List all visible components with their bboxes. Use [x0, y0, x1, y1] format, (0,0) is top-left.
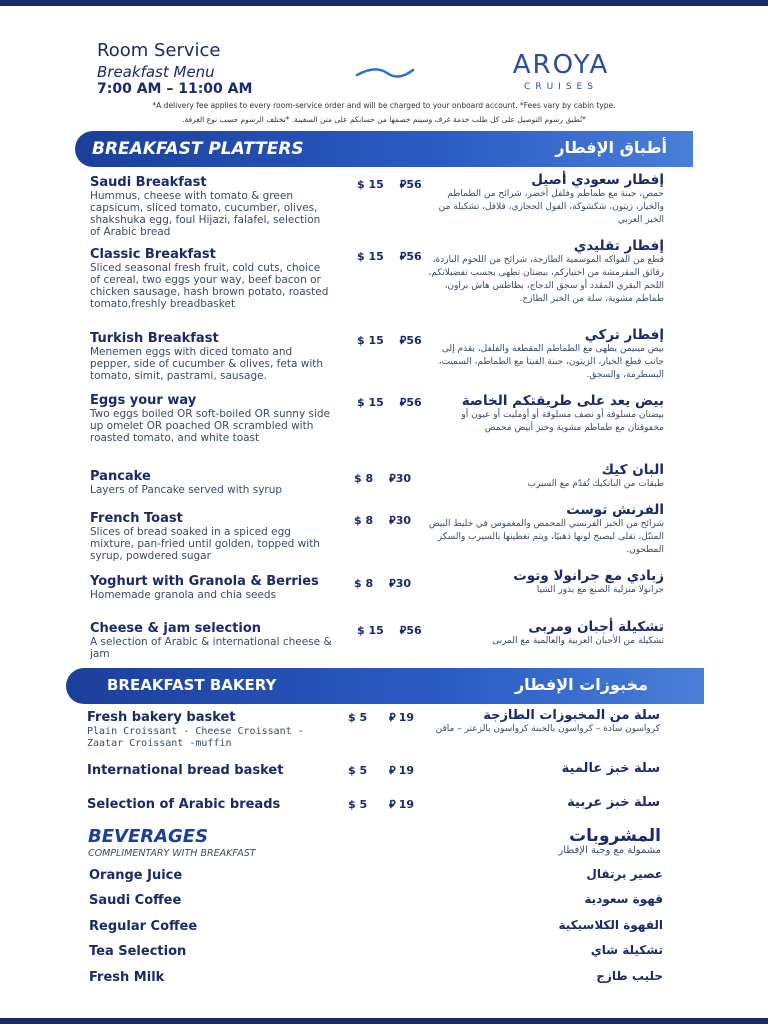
section-banner-bakery: [66, 668, 704, 704]
section-title: BREAKFAST BAKERY: [107, 676, 277, 694]
price-sar: 30: [395, 514, 411, 527]
menu-item-ar: [424, 462, 664, 491]
price-usd: $ 15: [357, 624, 384, 637]
riyal-icon: ⃁: [389, 514, 396, 527]
item-price: [357, 396, 422, 410]
item-name-ar: إفطار تقليدي: [573, 238, 664, 254]
menu-item-ar: [424, 238, 664, 306]
beverage-item: Regular Coffee: [89, 919, 198, 934]
price-sar: 56: [406, 250, 422, 263]
item-price: [354, 514, 411, 528]
menu-item-ar: [424, 502, 664, 557]
menu-item: [90, 511, 332, 562]
item-name-ar: إفطار سعودي أصيل: [531, 172, 664, 188]
item-description: Menemen eggs with diced tomato and pepper, side of cucumber & olives, feta with tomato, simit, pastrami, sausage.: [90, 346, 324, 382]
beverage-item: Fresh Milk: [89, 970, 165, 985]
riyal-icon: ⃁: [399, 334, 407, 347]
menu-item-ar: [424, 619, 664, 648]
menu-item-ar: [420, 761, 660, 776]
top-border: [0, 0, 768, 6]
section-banner-platters: [75, 131, 693, 167]
item-price: [357, 334, 422, 348]
menu-item-ar: [424, 393, 664, 435]
item-name: Cheese & jam selection: [90, 621, 262, 636]
item-name-ar: سلة خبز عربية: [567, 795, 660, 810]
item-name: Fresh bakery basket: [87, 710, 236, 725]
item-name-ar: البان كيك: [601, 462, 664, 478]
item-name: French Toast: [90, 511, 183, 526]
item-description: Homemade granola and chia seeds: [90, 589, 277, 601]
item-description: Slices of bread soaked in a spiced egg mixture, pan-fried until golden, topped with syrup, powdered sugar: [90, 526, 320, 562]
menu-item-ar: [424, 327, 664, 382]
beverage-item-ar: القهوة الكلاسيكية: [558, 918, 663, 932]
item-description: Layers of Pancake served with syrup: [90, 484, 283, 496]
riyal-icon: ⃁: [399, 250, 407, 263]
item-name: Classic Breakfast: [90, 247, 216, 262]
beverage-item: Tea Selection: [89, 944, 187, 959]
item-description: Sliced seasonal fresh fruit, cold cuts, choice of cereal, two eggs your way, beef bacon or chicken sausage, hash brown potato, roasted tomato,freshly breadbasket: [90, 262, 329, 310]
item-name: Yoghurt with Granola & Berries: [90, 574, 319, 589]
menu-item-ar: [420, 708, 660, 735]
riyal-icon: ⃁: [389, 764, 396, 777]
price-usd: $ 8: [354, 514, 374, 527]
item-description-ar: جرانولا منزلية الصنع مع بذور الشيا: [536, 585, 664, 595]
menu-item: [90, 331, 332, 382]
item-price: [357, 624, 422, 638]
item-name: Saudi Breakfast: [90, 175, 207, 190]
item-name-ar: الفرنش توست: [566, 502, 664, 518]
menu-item: [90, 393, 332, 444]
price-sar: 19: [398, 798, 414, 811]
item-price: [357, 178, 422, 192]
item-name: Selection of Arabic breads: [87, 797, 281, 812]
menu-item-ar: [424, 172, 664, 227]
page-title: Room Service: [97, 40, 221, 61]
item-name: Turkish Breakfast: [90, 331, 219, 346]
service-hours: 7:00 AM – 11:00 AM: [97, 81, 253, 97]
item-description-ar: كرواسون سادة – كرواسون بالجبنة كرواسون بالزعتر – مافن: [435, 724, 660, 734]
price-usd: $ 5: [348, 764, 368, 777]
item-name-ar: إفطار تركي: [584, 327, 664, 343]
price-usd: $ 15: [357, 178, 384, 191]
item-name: Pancake: [90, 469, 151, 484]
item-price: [354, 472, 411, 486]
menu-subtitle: Breakfast Menu: [97, 63, 215, 81]
item-name-ar: سلة من المخبوزات الطازجة: [483, 708, 660, 723]
price-sar: 30: [395, 472, 411, 485]
price-sar: 19: [398, 764, 414, 777]
item-name-ar: تشكيلة أجبان ومربى: [528, 619, 664, 635]
beverage-item-ar: حليب طازج: [596, 969, 663, 983]
item-description-ar: بيضتان مسلوقة أو نصف مسلوقة أو أومليت أو عيون أو مخفوقتان مع طماطم مشوية وخبز أبيض محمص: [461, 410, 664, 433]
riyal-icon: ⃁: [389, 711, 396, 724]
item-description-ar: حمص، جبنة مع طماطم وفلفل أخضر، شرائح من الطماطم والخيار، زيتون، شكشوكة، الفول الحجازي، فلافل، تشكيلة من الخبز العربي: [438, 189, 664, 225]
beverages-subtitle-ar: مشمولة مع وجبة الإفطار: [558, 845, 661, 856]
price-sar: 56: [406, 396, 422, 409]
item-price: [357, 250, 422, 264]
aroya-logo: AROYA CRUISES: [512, 50, 610, 92]
item-price: [348, 798, 414, 812]
item-description-ar: شرائح من الخبز الفرنسي المحمص والمغموس في خليط البيض المتبّل، تقلى ليصبح لونها ذهبيًا، ويتم تغطيتها بالسيرب والسكر المطحون.: [428, 519, 664, 555]
menu-item-ar: [424, 568, 664, 597]
menu-item: [90, 247, 332, 310]
section-title-ar: أطباق الإفطار: [555, 138, 667, 157]
menu-item: [90, 574, 332, 601]
beverage-item-ar: تشكيلة شاي: [590, 943, 663, 957]
bottom-border: [0, 1018, 768, 1024]
beverages-title: BEVERAGES: [88, 826, 209, 847]
item-description: Plain Croissant - Cheese Croissant -Zaatar Croissant -muffin: [87, 726, 304, 749]
item-name-ar: سلة خبز عالمية: [561, 761, 660, 776]
beverages-title-ar: المشروبات: [569, 826, 661, 846]
item-price: [348, 764, 414, 778]
price-sar: 56: [406, 178, 422, 191]
price-usd: $ 15: [357, 396, 384, 409]
item-price: [354, 577, 411, 591]
riyal-icon: ⃁: [399, 178, 407, 191]
price-usd: $ 8: [354, 472, 374, 485]
price-usd: $ 5: [348, 798, 368, 811]
price-usd: $ 8: [354, 577, 374, 590]
item-description-ar: طبقات من البانكيك تُقدّم مع السيرب: [527, 479, 664, 489]
riyal-icon: ⃁: [389, 798, 396, 811]
item-description-ar: بيض مينيمن يطهى مع الطماطم المقطعة والفلفل، يقدم إلى جانب قطع الخيار، الزيتون، جبنة الفيتا مع الطماطم، السميت، البسطرمة، والسجق.: [438, 344, 664, 380]
delivery-fee-note: *A delivery fee applies to every room-service order and will be charged to your onboard account. *Fees vary by cabin type.: [152, 101, 616, 110]
riyal-icon: ⃁: [389, 472, 396, 485]
item-description-ar: قطع من الفواكه الموسمية الطازجة، شرائح من اللحوم الباردة، رقائق المقرمشة من اختياركم، بيضتان تطهى بحسب تفضيلاتكم، اللحم البقري المقدد أو سجق الدجاج، بطاطس هاش براون، طماطم مشوية، سلة من الخبز الطازج.: [428, 255, 664, 304]
price-usd: $ 5: [348, 711, 368, 724]
menu-item: [90, 469, 332, 496]
item-description: A selection of Arabic & international cheese & jam: [90, 636, 332, 660]
item-description: Two eggs boiled OR soft-boiled OR sunny side up omelet OR poached OR scrambled with roasted tomato, and white toast: [90, 408, 331, 444]
riyal-icon: ⃁: [399, 396, 407, 409]
menu-item-ar: [420, 795, 660, 810]
item-name-ar: بيض يعد على طريقتكم الخاصة: [461, 393, 664, 409]
item-name: International bread basket: [87, 763, 284, 778]
section-title-ar: مخبوزات الإفطار: [514, 675, 648, 694]
wave-icon: [355, 66, 415, 80]
item-name: Eggs your way: [90, 393, 197, 408]
delivery-fee-note-ar: *تُطبق رسوم التوصيل على كل طلب خدمة غرف وسيتم خصمها من حسابكم على متن السفينة. *تختلف الرسوم حسب نوع الغرفة.: [182, 115, 586, 124]
item-description: Hummus, cheese with tomato & green capsicum, sliced tomato, cucumber, olives, shakshuka egg, foul Hijazi, falafel, selection of Arabic bread: [90, 190, 321, 238]
beverage-item: Orange Juice: [89, 868, 183, 883]
item-description-ar: تشكيلة من الأجبان العربية والعالمية مع المربى: [492, 636, 664, 646]
item-price: [348, 711, 414, 725]
riyal-icon: ⃁: [399, 624, 407, 637]
price-usd: $ 15: [357, 250, 384, 263]
riyal-icon: ⃁: [389, 577, 396, 590]
price-usd: $ 15: [357, 334, 384, 347]
item-name-ar: زبادي مع جرانولا وتوت: [513, 568, 664, 584]
beverage-item-ar: عصير برتقال: [586, 867, 663, 881]
menu-item: [90, 621, 332, 660]
price-sar: 19: [398, 711, 414, 724]
beverages-subtitle: COMPLIMENTARY WITH BREAKFAST: [88, 848, 256, 859]
beverage-item: Saudi Coffee: [89, 893, 182, 908]
price-sar: 30: [395, 577, 411, 590]
price-sar: 56: [406, 334, 422, 347]
beverage-item-ar: قهوة سعودية: [584, 892, 663, 906]
menu-item: [90, 175, 332, 238]
price-sar: 56: [406, 624, 422, 637]
section-title: BREAKFAST PLATTERS: [92, 139, 304, 159]
